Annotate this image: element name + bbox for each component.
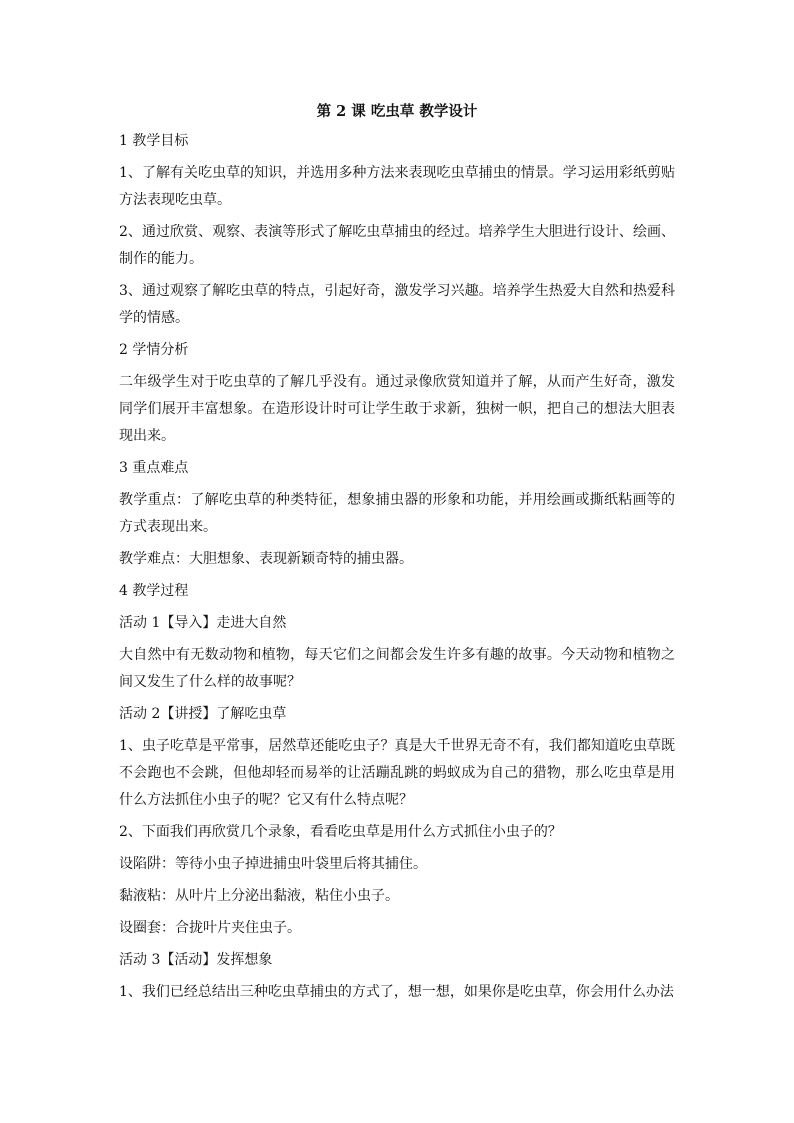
difficulty-text: 教学难点：大胆想象、表现新颖奇特的捕虫器。 xyxy=(119,551,413,567)
activity-3-item-1: 1、我们已经总结出三种吃虫草捕虫的方式了，想一想，如果你是吃虫草，你会用什么办法 xyxy=(119,984,674,1000)
activity-3-heading: 活动 3【活动】发挥想象 xyxy=(119,952,273,968)
objective-1: 1、了解有关吃虫草的知识，并选用多种方法来表现吃虫草捕虫的情景。学习运用彩纸剪贴方法表现吃虫草。 xyxy=(119,165,675,208)
activity-2-item-1: 1、虫子吃草是平常事，居然草还能吃虫子？真是大千世界无奇不有，我们都知道吃虫草既不会跑也不会跳，但他却轻而易举的让活蹦乱跳的蚂蚁成为自己的猎物，那么吃虫草是用什么方法抓住小虫子的呢？它又有什么特点呢？ xyxy=(119,738,675,808)
section-heading-key-points: 3 重点难点 xyxy=(119,460,189,476)
method-trap: 设陷阱：等待小虫子掉进捕虫叶袋里后将其捕住。 xyxy=(119,856,427,872)
section-heading-objectives: 1 教学目标 xyxy=(119,133,189,149)
section-heading-process: 4 教学过程 xyxy=(119,583,189,599)
objective-3: 3、通过观察了解吃虫草的特点，引起好奇，激发学习兴趣。培养学生热爱大自然和热爱科学的情感。 xyxy=(119,283,675,326)
method-sticky: 黏液粘：从叶片上分泌出黏液，粘住小虫子。 xyxy=(119,888,399,904)
document-title: 第 2 课 吃虫草 教学设计 xyxy=(316,103,478,120)
analysis-text: 二年级学生对于吃虫草的了解几乎没有。通过录像欣赏知道并了解，从而产生好奇，激发同学们展开丰富想象。在造形设计时可让学生敢于求新，独树一帜，把自己的想法大胆表现出来。 xyxy=(119,374,675,444)
activity-2-heading: 活动 2【讲授】了解吃虫草 xyxy=(119,706,287,722)
activity-2-item-2: 2、下面我们再欣赏几个录象，看看吃虫草是用什么方式抓住小虫子的？ xyxy=(119,824,562,840)
key-point-text: 教学重点：了解吃虫草的种类特征，想象捕虫器的形象和功能，并用绘画或撕纸粘画等的方式表现出来。 xyxy=(119,492,675,535)
activity-1-text: 大自然中有无数动物和植物，每天它们之间都会发生许多有趣的故事。今天动物和植物之间又发生了什么样的故事呢？ xyxy=(119,647,675,690)
method-snare: 设圈套：合拢叶片夹住虫子。 xyxy=(119,920,301,936)
objective-2: 2、通过欣赏、观察、表演等形式了解吃虫草捕虫的经过。培养学生大胆进行设计、绘画、制作的能力。 xyxy=(119,224,675,267)
section-heading-analysis: 2 学情分析 xyxy=(119,342,189,358)
activity-1-heading: 活动 1【导入】走进大自然 xyxy=(119,615,287,631)
document-page xyxy=(119,100,675,1011)
